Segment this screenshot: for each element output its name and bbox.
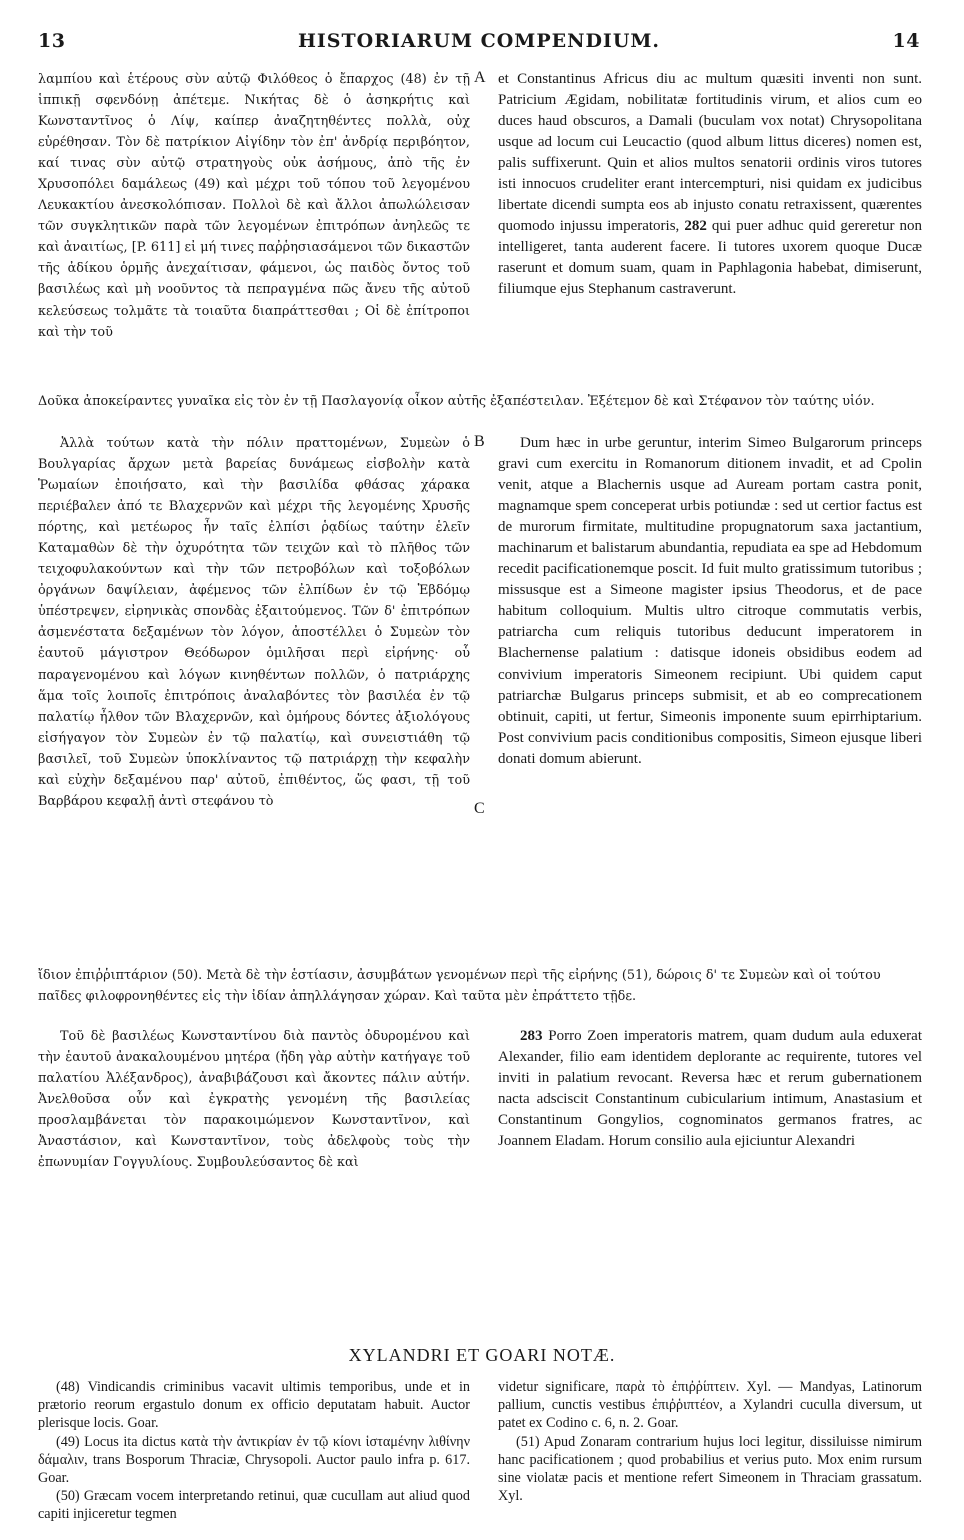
latin-paragraph-3-text: Porro Zoen imperatoris matrem, quam dudum aula eduxerat Alexander, filio eam identidem deplorante ac requirente, tutores vel inviti in palatium revocant. Reversa hæc et rerum gubernationem nacta adsciscit Constantinum cubicularium intimum, Anastasium et Constantinum Gongylios, cognominatos germanos fratres, ac Joannem Eladam. Horum consilio aula ejiciuntur Alexandri [498, 1028, 923, 1150]
greek-paragraph-2: Ἀλλὰ τούτων κατὰ τὴν πόλιν πραττομένων, Συμεὼν ὁ Βουλγαρίας ἄρχων μετὰ βαρείας δυνάμεως εἰσβολὴν κατὰ Ῥωμαίων ἐποιήσατο, καὶ τὴν βασιλίδα φθάσας χάρακα περιέβαλεν ἀπό τε Βλαχερνῶν καὶ μέχρι τῆς λεγομένης Χρυσῆς πόρτης, καὶ μετέωρος ἦν ταῖς ἐλπίσι ῥᾳδίως ταύτην ἑλεῖν Καταμαθὼν δὲ τὴν ὀχυρότητα τῶν τειχῶν καὶ τὸ πλῆθος τῶν τειχοφυλακούντων καὶ τὴν τῶν πετροβόλων καὶ τοξοβόλων ὀργάνων δαψίλειαν, ἀφέμενος τῶν ἐλπίδων ἐν τῷ Ἑβδόμῳ ὑπέστρεψεν, εἰρηνικὰς σπονδὰς ἐξαιτούμενος. Τῶν δ' ἐπιτρόπων ἀσμενέστατα δεξαμένων τὸν λόγον, ἀποστέλλει ὁ Συμεὼν τὸν ἑαυτοῦ μάγιστρον Θεόδωρον ὁμιλῆσαι περὶ εἰρήνης· οὗ παραγενομένου καὶ λόγων κινηθέντων πολλῶν, ὁ πατριάρχης ἅμα τοῖς λοιποῖς ἐπιτρόποις ἀναλαβόντες τὸν βασιλέα ἐν τῷ παλατίῳ ἦλθον τῶν Βλαχερνῶν, καὶ ὁμήρους δόντες ἀξιολόγους εἰσήγαγον τὸν Συμεὼν ἐν τῷ παλατίῳ, καὶ συνειστιάθη τῷ βασιλεῖ, τοῦ Συμεὼν ὑποκλίναντος τῷ πατριάρχῃ τὴν κεφαλὴν καὶ εὐχὴν δεξαμένου παρ' αὐτοῦ, ἐπιθέντος, ὥς φασι, τῇ τοῦ Βαρβάρου κεφαλῇ ἀντὶ στεφάνου τὸ [38, 436, 470, 809]
paragraph-number-282: 282 [684, 218, 707, 235]
greek-column-block-1 [38, 69, 470, 391]
latin-paragraph-1-text: et Constantinus Africus diu ac multum quæsiti inventi non sunt. Patricium Ægidam, nobilitatæ fortitudinis virum, et alios cum eo duces haud obscuros, a Damali (buculam vox notat) Chrysopolitana usque ad locum cui Leucactio (quod album littus diceres) nomen est, palis suffixerunt. Quin et alios multos senatorii ordinis viros tutores isti innocuos crudeliter erant intercempturi, nisi quidam ex judicibus libertate dicendi sumpta eos ab injusto conatu retraxissent, quærentes quomodo injussu imperatoris, [498, 71, 922, 235]
section-marker-b: B [474, 433, 485, 450]
greek-paragraph-1: λαμπίου καὶ ἑτέρους σὺν αὐτῷ Φιλόθεος ὁ ἔπαρχος (48) ἐν τῇ ἱππικῇ σφενδόνῃ ἀπέτεμε. Νικήτας δὲ ὁ ἀσηκρήτις καὶ Κωνσταντῖνος ὁ Λίψ, καίπερ ἀναζητηθέντες πολλὰ, οὐχ εὑρέθησαν. Τὸν δὲ πατρίκιον Αἰγίδην τὸν ἐπ' ἀνδρίᾳ περιβόητον, καί τινας σὺν αὐτῷ στρατηγοὺς οὐκ ἀσήμους, ἀπὸ τῆς ἐν Χρυσοπόλει δαμάλεως (49) καὶ μέχρι τοῦ τόπου τοῦ λεγομένου Λευκακτίου ἀνεσκολόπισαν. Πολλοὶ δὲ καὶ ἄλλοι ἀπωλώλεισαν τῶν συγκλητικῶν παρὰ τῶν λεγομένων ἐπιτρόπων ἀνηλεῶς τε καὶ ἀναιτίως, [P. 611] εἰ μή τινες παῤῥησιασάμενοι τῶν δικαστῶν τῆς ἀδίκου ὁρμῆς ἀνεχαίτισαν, φάμενοι, ὡς παιδὸς ὄντος τοῦ βασιλέως καὶ μὴ νοοῦντος τὰ πεπραγμένα πῶς ἄνευ τῆς αὐτοῦ κελεύσεως τολμᾶτε τὰ τοιαῦτα διαπράττεσθαι ; Οἱ δὲ ἐπίτροποι καὶ τὴν τοῦ [38, 72, 470, 340]
notes-title: XYLANDRI ET GOARI NOTÆ. [348, 1345, 616, 1365]
greek-fullwidth-2: ἴδιον ἐπιῤῥιπτάριον (50). Μετὰ δὲ τὴν ἑστίασιν, ἀσυμβάτων γενομένων περὶ τῆς εἰρήνης (51), δώροις δ' τε Συμεὼν καὶ οἱ τούτου παῖδες φιλοφρονηθέντες εἰς τὴν ἰδίαν ἀπηλλάγησαν χώραν. Καὶ ταῦτα μὲν ἐπράττετο τῇδε. [38, 968, 881, 1004]
note-48: (48) Vindicandis criminibus vacavit ultimis temporibus, unde et in prætorio reorum ergastulo donum ex officio deputatam habuit. Auctor plerisque locis. Goar. [38, 1379, 470, 1432]
latin-column-block-2 [498, 433, 922, 965]
page-number-left: 13 [38, 30, 66, 52]
section-marker-c: C [474, 800, 485, 817]
page-header [38, 30, 920, 56]
notes-right-column [498, 1378, 922, 1505]
latin-column-block-1 [498, 69, 922, 391]
greek-fullwidth-1: Δοῦκα ἀποκείραντες γυναῖκα εἰς τὸν ἐν τῇ Πασλαγονίᾳ οἶκον αὐτῆς ἐξαπέστειλαν. Ἐξέτεμον δὲ καὶ Στέφανον τὸν ταύτης υἱόν. [38, 394, 875, 409]
notes-left-column [38, 1378, 470, 1524]
paragraph-number-283: 283 [520, 1028, 543, 1044]
latin-column-block-3 [498, 1026, 922, 1326]
latin-paragraph-3 [498, 1026, 922, 1152]
note-50: (50) Græcam vocem interpretando retinui, quæ cucullam aut aliud quod capiti injiceretur tegmen [38, 1488, 470, 1523]
note-49: (49) Locus ita dictus κατὰ τὴν ἀντικρίαν ἐν τῷ κίονι ἱσταμένην λιθίνην δάμαλιν, trans Bosporum Thraciæ, Chrysopoli. Auctor paulo infra p. 617. Goar. [38, 1433, 470, 1487]
running-title: HISTORIARUM COMPENDIUM. [297, 30, 661, 52]
greek-paragraph-3: Τοῦ δὲ βασιλέως Κωνσταντίνου διὰ παντὸς ὀδυρομένου καὶ τὴν ἑαυτοῦ ἀνακαλουμένου μητέρα (ἤδη γὰρ αὐτὴν κατήγαγε τοῦ παλατίου Ἀλέξανδρος), ἀναβιβάζουσι καὶ ἄκοντες πάλιν αὐτήν. Ἀνελθοῦσα οὖν καὶ ἐγκρατὴς γενομένη τῆς βασιλείας προσλαμβάνεται τὸν παρακοιμώμενον Κωνσταντῖνον, καὶ Ἀναστάσιον, καὶ Κωνσταντῖνον, τοὺς ἀδελφοὺς τοὺς τὴν ἐπωνυμίαν Γογγυλίους. Συμβουλεύσαντος δὲ καὶ [38, 1029, 470, 1171]
latin-paragraph-2: Dum hæc in urbe geruntur, interim Simeo Bulgarorum princeps gravi cum exercitu in Romanorum ditionem invadit, et ad Cpolin venit, atque a Blachernis usque ad Auream portam castra ponit, magnamque spem conceperat urbis potiundæ : sed ut certior factus est de murorum firmitate, multitudine propugnatorum saxa jactantium, machinarum et balistarum abundantia, repudiata ea spe ad Hebdomum recedit pacificationemque poscit. Id fuit multo gratissimum tutoribus ; missusque est a Simeone magister ipsius Theodorus, et de pace habitum colloquium. Multis ultro citroque commutatis verbis, patriarcha cum reliquis tutoribus deducunt imperatorem in Blachernense palatium : datisque idoneis obsidibus eodem ad convivium imperatoris Simeonem recipiunt. Ubi quidem caput patriarchæ Bulgarus princeps submisit, et ab eo comprecationem obtinuit, capiti, ut fertur, Simeonis imponente suum epirrhiptarium. Post convivium pacis conditionibus compositis, Simeon ejusque liberi donati domum abierunt. [498, 435, 922, 767]
note-51: (51) Apud Zonaram contrarium hujus loci legitur, dissiluisse nimirum hanc pacificationem ; quod probabilius et verius puto. Mox enim rursum sine violatæ pacis et mentione refert Simeonem in Thraciam grassatum. Xyl. [498, 1433, 922, 1505]
greek-column-block-2 [38, 433, 470, 965]
greek-column-block-3 [38, 1026, 470, 1326]
section-marker-a: A [474, 69, 486, 86]
latin-paragraph-1-cont: qui puer adhuc quid gereretur non intelligeret, tanta auderent facere. Ii tutores uxorem quoque Ducæ raserunt et domum suam, quam in Paphlagonia habebat, dimiserunt, filiumque ejus Stephanum castraverunt. [498, 218, 923, 298]
page-number-right: 14 [892, 30, 920, 52]
note-50-continued: videtur significare, παρὰ τὸ ἐπιῤῥίπτειν. Xyl. — Mandyas, Latinorum pallium, cunctis vestibus ἐπιῤῥιπτέον, a Xylandri cuculla diversum, ut patet ex Codino c. 6, n. 2. Goar. [498, 1379, 922, 1432]
latin-paragraph-1 [498, 69, 922, 301]
